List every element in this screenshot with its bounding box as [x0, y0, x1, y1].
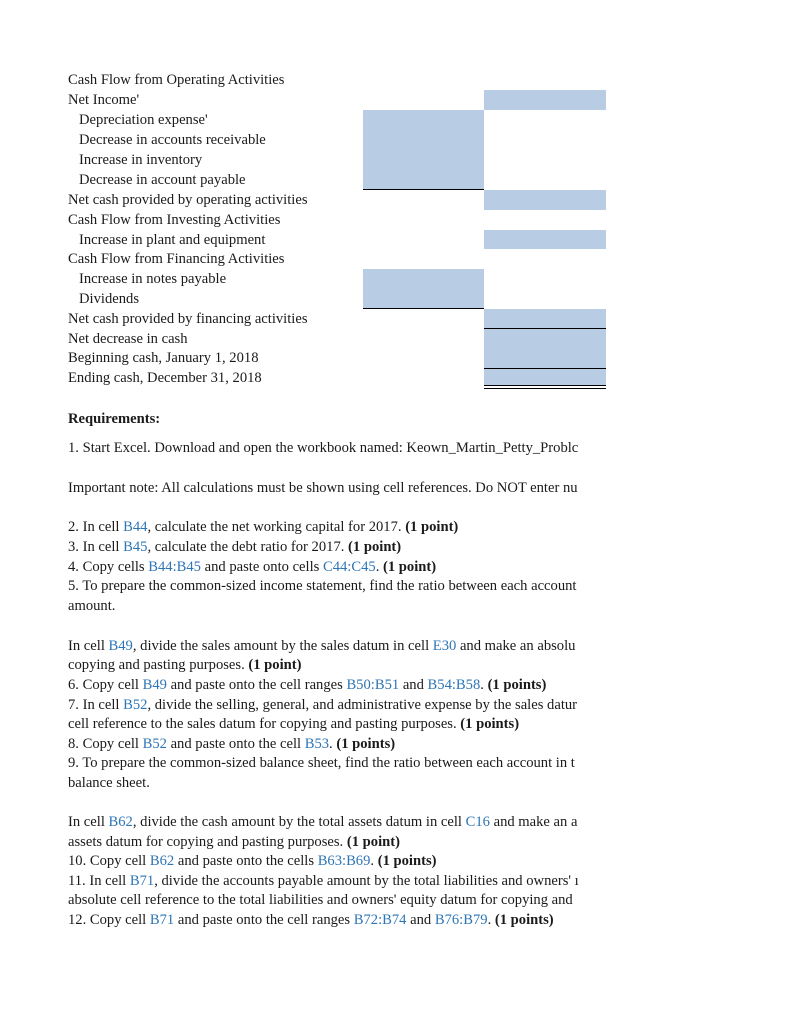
- cf-label-net-financing: Net cash provided by financing activities: [68, 311, 308, 327]
- req6-text-2: and paste onto the cell ranges: [166, 677, 347, 693]
- requirement-2: [68, 517, 458, 537]
- p1-line2-text: copying and pasting purposes.: [68, 657, 249, 673]
- req2-text: 2. In cell: [68, 519, 124, 535]
- cell-ref-b63-b69: B63:B69: [317, 853, 371, 869]
- requirements-title: Requirements:: [68, 411, 161, 427]
- paragraph-b62-line-1: [68, 812, 577, 832]
- req11-text: 11. In cell: [68, 873, 130, 889]
- req3-text-2: , calculate the debt ratio for 2017.: [147, 539, 349, 555]
- cell-ref-b45: B45: [123, 539, 148, 555]
- requirement-11-line-1: [68, 871, 579, 891]
- cell-ref-b49: B49: [108, 638, 133, 654]
- req8-text: 8. Copy cell: [68, 736, 143, 752]
- cf-label-account-payable: Decrease in account payable: [79, 172, 246, 188]
- cell-ref-b72-b74: B72:B74: [353, 912, 407, 928]
- cell-ref-b53: B53: [304, 736, 330, 752]
- req6-points: (1 points): [487, 677, 547, 693]
- cell-ref-b54-b58: B54:B58: [427, 677, 481, 693]
- cf-label-accounts-receivable: Decrease in accounts receivable: [79, 132, 266, 148]
- req8-text-2: and paste onto the cell: [166, 736, 305, 752]
- req12-points: (1 points): [494, 912, 554, 928]
- req7-line2-text: cell reference to the sales datum for copying and pasting purposes.: [68, 716, 461, 732]
- req10-text-3: .: [370, 853, 378, 869]
- cell-net-decrease-beginning[interactable]: [484, 329, 606, 368]
- requirement-1: 1. Start Excel. Download and open the workbook named: Keown_Martin_Petty_Problc: [68, 440, 579, 456]
- requirement-10: [68, 851, 437, 871]
- important-note: Important note: All calculations must be shown using cell references. Do NOT enter nu: [68, 480, 578, 496]
- paragraph-b49-line-1: [68, 636, 575, 656]
- double-underline-top: [484, 385, 606, 386]
- req8-points: (1 points): [336, 736, 396, 752]
- requirement-5-line-2: amount.: [68, 598, 116, 614]
- req10-text: 10. Copy cell: [68, 853, 150, 869]
- requirement-4: [68, 557, 436, 577]
- req10-text-2: and paste onto the cells: [174, 853, 318, 869]
- cell-ref-e30: E30: [432, 638, 457, 654]
- req4-text-3: .: [375, 559, 383, 575]
- cell-ref-c16: C16: [465, 814, 490, 830]
- cell-ref-b49-copy: B49: [142, 677, 167, 693]
- requirement-9-line-1: 9. To prepare the common-sized balance sheet, find the ratio between each account in t: [68, 755, 575, 771]
- cell-ref-b62-copy: B62: [149, 853, 175, 869]
- req2-text-2: , calculate the net working capital for 2017.: [147, 519, 406, 535]
- cell-ending-cash[interactable]: [484, 369, 606, 385]
- cell-ref-b50-b51: B50:B51: [346, 677, 400, 693]
- cf-heading-operating: Cash Flow from Operating Activities: [68, 72, 285, 88]
- cf-label-net-decrease: Net decrease in cash: [68, 331, 188, 347]
- requirement-8: [68, 734, 395, 754]
- req12-text: 12. Copy cell: [68, 912, 150, 928]
- req6-text-4: .: [480, 677, 488, 693]
- cell-ref-b71: B71: [129, 873, 155, 889]
- underline-financing-items: [363, 308, 484, 309]
- requirement-3: [68, 537, 401, 557]
- cell-ref-b76-b79: B76:B79: [434, 912, 488, 928]
- p2-line2-text: assets datum for copying and pasting purposes.: [68, 834, 347, 850]
- cf-label-net-income: Net Income': [68, 92, 140, 108]
- p1-text-2: , divide the sales amount by the sales datum in cell: [132, 638, 433, 654]
- p2-text-3: and make an a: [489, 814, 578, 830]
- requirement-11-line-2: absolute cell reference to the total liabilities and owners' equity datum for copying and: [68, 892, 573, 908]
- cell-ref-b71-copy: B71: [149, 912, 175, 928]
- cell-net-income[interactable]: [484, 90, 606, 110]
- cell-net-financing[interactable]: [484, 309, 606, 328]
- cf-label-ending-cash: Ending cash, December 31, 2018: [68, 370, 262, 386]
- req7-text: 7. In cell: [68, 697, 124, 713]
- cf-label-inventory: Increase in inventory: [79, 152, 203, 168]
- req8-text-3: .: [329, 736, 337, 752]
- cf-heading-financing: Cash Flow from Financing Activities: [68, 251, 285, 267]
- req4-text-2: and paste onto cells: [200, 559, 323, 575]
- p1-points: (1 point): [248, 657, 302, 673]
- cf-label-plant-equipment: Increase in plant and equipment: [79, 232, 266, 248]
- p1-text-3: and make an absolu: [456, 638, 576, 654]
- req12-text-3: and: [406, 912, 435, 928]
- cf-label-notes-payable: Increase in notes payable: [79, 271, 227, 287]
- requirement-7-line-2: [68, 714, 519, 734]
- p2-text-2: , divide the cash amount by the total assets datum in cell: [132, 814, 466, 830]
- cell-ref-b44: B44: [123, 519, 148, 535]
- req12-text-2: and paste onto the cell ranges: [174, 912, 354, 928]
- req7-points: (1 points): [460, 716, 520, 732]
- paragraph-b62-line-2: [68, 832, 400, 852]
- req6-text: 6. Copy cell: [68, 677, 143, 693]
- requirement-5-line-1: 5. To prepare the common-sized income statement, find the ratio between each account: [68, 578, 577, 594]
- req11-text-2: , divide the accounts payable amount by the total liabilities and owners' ı: [154, 873, 579, 889]
- cell-net-operating[interactable]: [484, 190, 606, 210]
- double-underline-bottom: [484, 388, 606, 389]
- req2-points: (1 point): [405, 519, 459, 535]
- cell-plant-equipment[interactable]: [484, 230, 606, 249]
- cell-ref-c44-c45: C44:C45: [322, 559, 376, 575]
- cf-label-dividends: Dividends: [79, 291, 139, 307]
- cell-ref-b44-b45: B44:B45: [148, 559, 201, 575]
- cf-heading-investing: Cash Flow from Investing Activities: [68, 212, 281, 228]
- underline-operating-adjustments: [363, 189, 484, 190]
- cf-label-beginning-cash: Beginning cash, January 1, 2018: [68, 350, 259, 366]
- requirement-7-line-1: [68, 695, 577, 715]
- requirement-9-line-2: balance sheet.: [68, 775, 150, 791]
- req3-points: (1 point): [348, 539, 402, 555]
- req10-points: (1 points): [377, 853, 437, 869]
- req3-text: 3. In cell: [68, 539, 124, 555]
- req4-points: (1 point): [383, 559, 437, 575]
- paragraph-b49-line-2: [68, 655, 301, 675]
- requirement-6: [68, 675, 546, 695]
- cf-label-net-operating: Net cash provided by operating activities: [68, 192, 308, 208]
- cell-ref-b52-copy: B52: [142, 736, 167, 752]
- p2-points: (1 point): [346, 834, 400, 850]
- req12-text-4: .: [487, 912, 495, 928]
- req4-text: 4. Copy cells: [68, 559, 149, 575]
- requirement-12: [68, 910, 554, 930]
- p2-text: In cell: [68, 814, 109, 830]
- cell-ref-b52: B52: [123, 697, 148, 713]
- req7-text-2: , divide the selling, general, and administrative expense by the sales datur: [147, 697, 578, 713]
- cf-label-depreciation: Depreciation expense': [79, 112, 208, 128]
- cell-operating-adjustments[interactable]: [363, 110, 484, 189]
- cell-ref-b62: B62: [108, 814, 133, 830]
- cell-financing-items[interactable]: [363, 269, 484, 308]
- p1-text: In cell: [68, 638, 109, 654]
- req6-text-3: and: [399, 677, 428, 693]
